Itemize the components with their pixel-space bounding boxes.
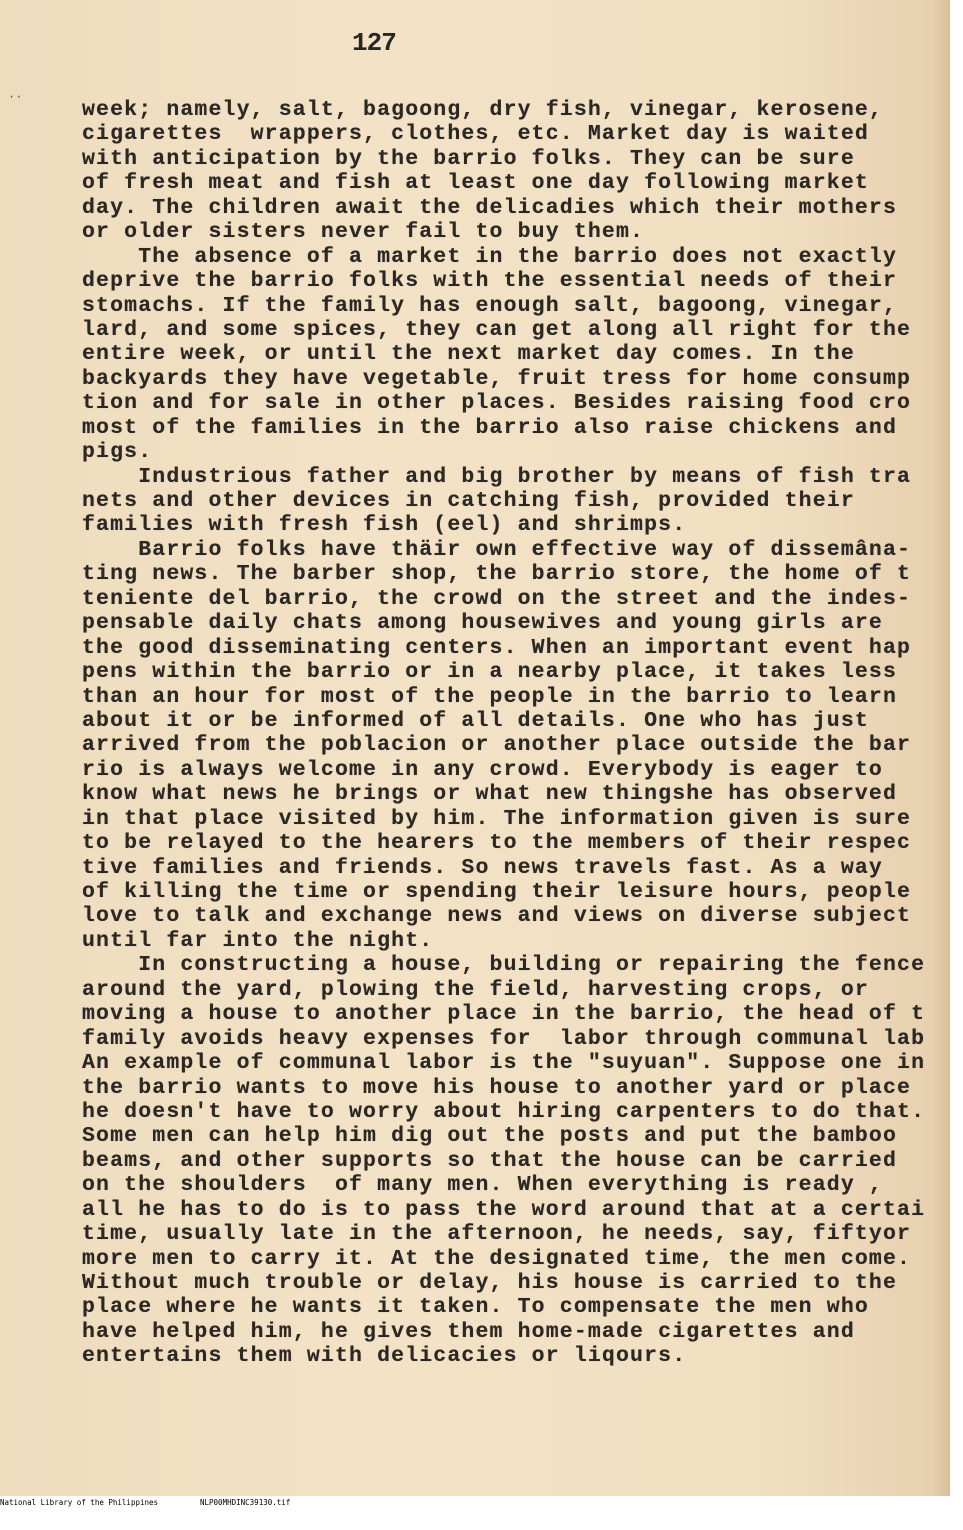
- text-line: Some men can help him dig out the posts and put the bamboo: [82, 1124, 898, 1149]
- text-line: to be relayed to the hearers to the members of their respec: [82, 831, 912, 856]
- text-line: pens within the barrio or in a nearby place, it takes less: [82, 660, 898, 685]
- text-line: day. The children await the delicadies which their mothers: [82, 195, 898, 220]
- text-line: ting news. The barber shop, the barrio store, the home of t: [82, 562, 912, 587]
- text-line: have helped him, he gives them home-made cigarettes and: [82, 1319, 855, 1344]
- text-line: moving a house to another place in the barrio, the head of t: [82, 1002, 926, 1027]
- text-line: most of the families in the barrio also raise chickens and: [82, 415, 898, 440]
- text-line: time, usually late in the afternoon, he needs, say, fiftyor: [82, 1222, 912, 1247]
- text-line: on the shoulders of many men. When everything is ready ,: [82, 1173, 883, 1198]
- text-line: tion and for sale in other places. Besides raising food cro: [82, 391, 912, 416]
- text-line: backyards they have vegetable, fruit tress for home consump: [82, 366, 912, 391]
- text-line: cigarettes wrappers, clothes, etc. Market day is waited: [82, 122, 869, 147]
- text-line: pigs.: [82, 440, 153, 465]
- text-line: deprive the barrio folks with the essential needs of their: [82, 269, 898, 294]
- text-line: know what news he brings or what new thingshe has observed: [82, 782, 898, 807]
- text-line: tive families and friends. So news travels fast. As a way: [82, 855, 883, 880]
- text-line: until far into the night.: [82, 928, 434, 953]
- text-line: family avoids heavy expenses for labor through communal lab: [82, 1026, 926, 1051]
- text-line: around the yard, plowing the field, harvesting crops, or: [82, 977, 869, 1002]
- text-line: he doesn't have to worry about hiring carpenters to do that.: [82, 1099, 926, 1124]
- text-line: rio is always welcome in any crowd. Everybody is eager to: [82, 757, 883, 782]
- text-line: In constructing a house, building or repairing the fence: [82, 953, 926, 978]
- text-line: week; namely, salt, bagoong, dry fish, vinegar, kerosene,: [82, 98, 883, 122]
- text-line: the good disseminating centers. When an important event hap: [82, 635, 912, 660]
- scan-footer: [0, 1497, 963, 1508]
- page-number: 127: [352, 28, 396, 58]
- text-line: The absence of a market in the barrio does not exactly: [82, 244, 898, 269]
- text-line: than an hour for most of the people in the barrio to learn: [82, 684, 898, 709]
- text-line: entertains them with delicacies or liqours.: [82, 1344, 687, 1369]
- text-line: entire week, or until the next market day comes. In the: [82, 342, 855, 367]
- scan-filename: NLP00MHDINC39130.tif: [200, 1498, 291, 1507]
- text-line: beams, and other supports so that the house can be carried: [82, 1148, 898, 1173]
- text-line: or older sisters never fail to buy them.: [82, 220, 645, 245]
- text-line: of killing the time or spending their leisure hours, people: [82, 880, 912, 904]
- text-line: of fresh meat and fish at least one day following market: [82, 171, 869, 196]
- text-line: stomachs. If the family has enough salt, bagoong, vinegar,: [82, 293, 898, 318]
- text-line: in that place visited by him. The information given is sure: [82, 806, 912, 831]
- text-line: about it or be informed of all details. One who has just: [82, 708, 869, 733]
- text-line: pensable daily chats among housewives and young girls are: [82, 611, 883, 636]
- text-line: nets and other devices in catching fish, provided their: [82, 489, 855, 513]
- library-credit: National Library of the Philippines: [0, 1498, 159, 1507]
- margin-mark: ··: [8, 90, 23, 104]
- text-line: families with fresh fish (eel) and shrimps.: [82, 513, 687, 538]
- text-line: love to talk and exchange news and views on diverse subject: [82, 904, 912, 929]
- text-line: Industrious father and big brother by means of fish tra: [82, 464, 912, 489]
- text-line: Without much trouble or delay, his house is carried to the: [82, 1271, 898, 1295]
- text-line: all he has to do is to pass the word around that at a certai: [82, 1197, 926, 1222]
- text-line: teniente del barrio, the crowd on the street and the indes-: [82, 586, 912, 611]
- text-line: An example of communal labor is the "suyuan". Suppose one in: [82, 1051, 926, 1076]
- text-line: place where he wants it taken. To compensate the men who: [82, 1295, 869, 1320]
- typewritten-text-body: [82, 98, 950, 1369]
- text-line: more men to carry it. At the designated time, the men come.: [82, 1246, 912, 1271]
- text-line: the barrio wants to move his house to another yard or place: [82, 1075, 912, 1100]
- text-line: Barrio folks have thäir own effective way of dissemâna-: [82, 537, 912, 562]
- text-line: lard, and some spices, they can get along all right for the: [82, 317, 912, 342]
- text-line: with anticipation by the barrio folks. They can be sure: [82, 146, 855, 171]
- text-line: arrived from the poblacion or another place outside the bar: [82, 733, 912, 758]
